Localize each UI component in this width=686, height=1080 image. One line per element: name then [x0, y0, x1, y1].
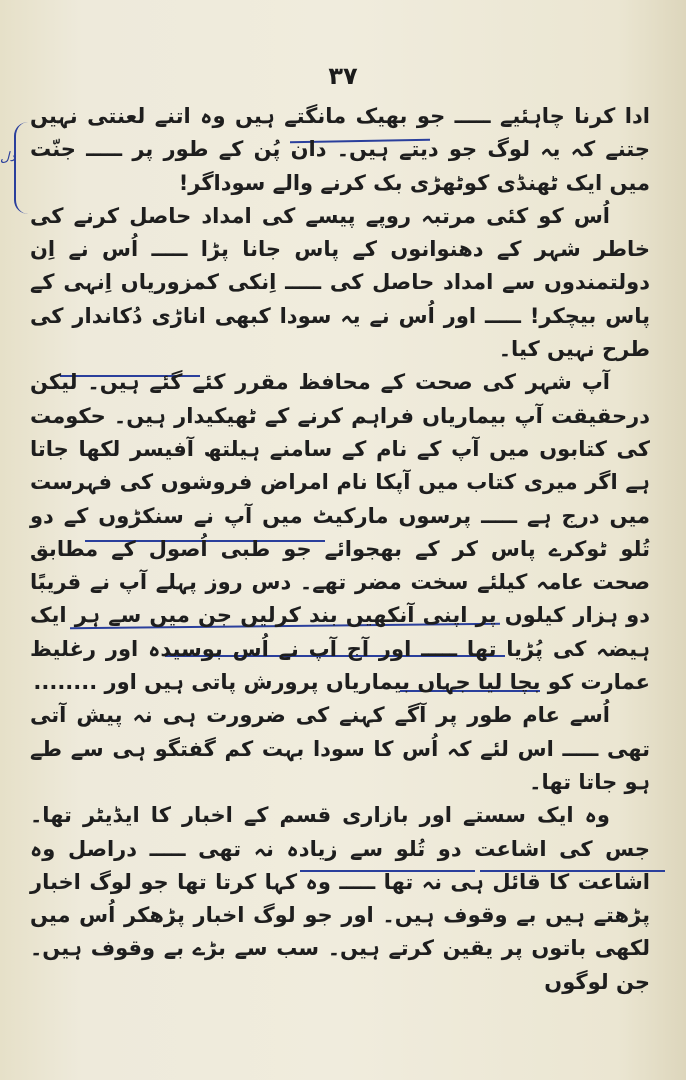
paragraph: اُس کو کئی مرتبہ روپے پیسے کی امداد حاصل کرنے کی خاطر شہر کے دھنوانوں کے پاس جانا پڑا ـــــ اُس نے اِن دولتمندوں سے امداد حاصل کی ـــــ اِنکی کمزوریاں اِنہی کے پاس بیچکر! ـــــ اور اُس نے یہ سودا کبھی اناڑی دُکاندار کی طرح نہیں کیا۔	[30, 203, 650, 362]
paragraph: ادا کرنا چاہئیے ـــــ جو بھیک مانگتے ہیں وہ اتنے لعنتی نہیں جتنے کہ یہ لوگ جو دیتے ہیں۔ دان پُن کے طور پر ـــــ جنّت میں ایک ٹھنڈی کوٹھڑی بک کرنے والے سوداگر!	[30, 104, 650, 195]
page-body	[30, 100, 650, 999]
paragraph: آپ شہر کی صحت کے محافظ مقرر کئے گئے ہیں۔ لیکن درحقیقت آپ بیماریاں فراہم کرنے کے ٹھیکیدار ہیں۔ حکومت کی کتابوں میں آپ کے نام کے سامنے ہیلتھ آفیسر لکھا جاتا ہے اگر میری کتاب میں آپکا نام امراض فروشوں کی فہرست میں درج ہے ـــــ پرسوں مارکیٹ میں آپ نے سنکڑوں کے دو تُلو ٹوکرے پاس کر کے بھجوائے جو طبی اُصول کے مطابق صحت عامہ کیلئے سخت مضر تھے۔ دس روز پہلے آپ نے قریبًا دو ہزار کیلوں پر اپنی آنکھیں بند کرلیں جن میں سے ہر ایک ہیضہ کی پُڑیا تھا ـــــ اور آج آپ نے اُس بوسیدہ اور رغلیظ عمارت کو بچا لیا جہاں بیماریاں پرورش پاتی ہیں اور ........	[30, 370, 650, 695]
page-number: ۳۷	[328, 62, 358, 90]
margin-note: دل	[0, 150, 16, 165]
paragraph: اُسے عام طور پر آگے کہنے کی ضرورت ہی نہ پیش آتی تھی ـــــ اس لئے کہ اُس کا سودا بہت کم گفتگو ہی سے طے ہو جاتا تھا۔	[30, 703, 650, 794]
paragraph: وہ ایک سستے اور بازاری قسم کے اخبار کا ایڈیٹر تھا۔ جس کی اشاعت دو تُلو سے زیادہ نہ تھی ـــــ دراصل وہ اشاعت کا قائل ہی نہ تھا ـــــ وہ کہا کرتا تھا جو لوگ اخبار پڑھتے ہیں بے وقوف ہیں۔ اور جو لوگ اخبار پڑھکر اُس میں لکھی باتوں پر یقین کرتے ہیں۔ سب سے بڑے بے وقوف ہیں۔ جن لوگوں	[30, 803, 650, 994]
